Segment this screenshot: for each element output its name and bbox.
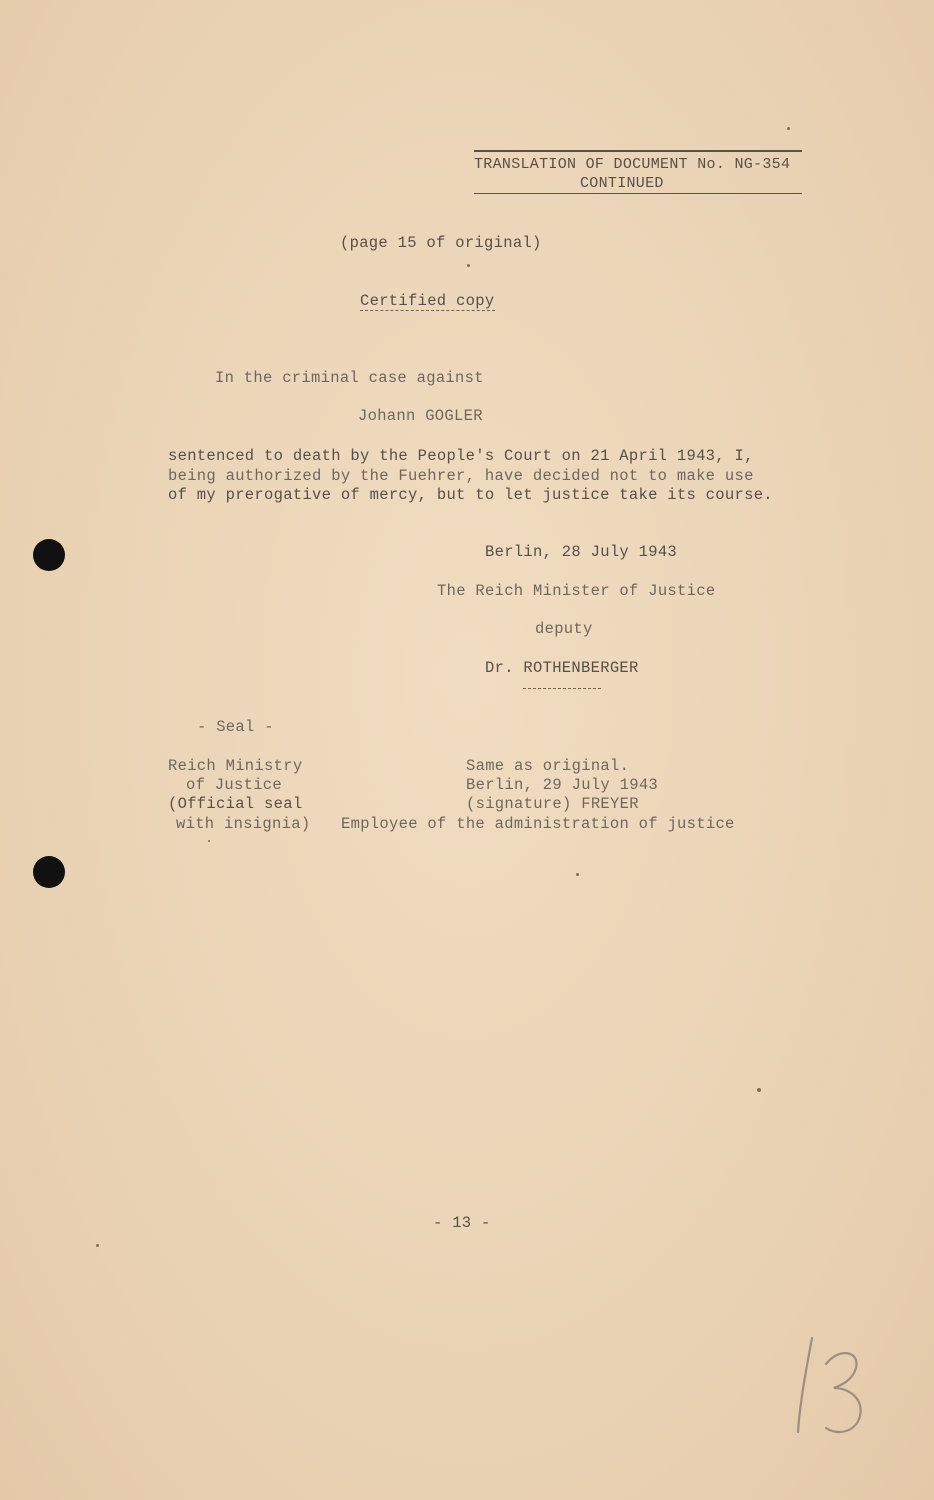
certification-line-3: (signature) FREYER — [466, 795, 639, 813]
page-reference: (page 15 of original) — [340, 234, 542, 252]
decision-line-2: being authorized by the Fuehrer, have decided not to make use — [168, 467, 754, 485]
page-number: - 13 - — [433, 1214, 491, 1232]
paper-speck — [208, 840, 210, 842]
case-intro: In the criminal case against — [215, 369, 484, 387]
header-top-rule — [474, 150, 802, 152]
decision-line-3: of my prerogative of mercy, but to let justice take its course. — [168, 486, 773, 504]
signoff-name-underline — [523, 688, 601, 689]
certification-line-2: Berlin, 29 July 1943 — [466, 776, 659, 794]
seal-line-1: Reich Ministry — [168, 757, 303, 775]
handwritten-page-number — [790, 1330, 870, 1440]
seal-line-4: with insignia) — [176, 815, 311, 833]
paper-speck — [96, 1244, 99, 1247]
seal-line-3: (Official seal — [168, 795, 303, 813]
binder-hole-top — [33, 539, 65, 571]
defendant-name: Johann GOGLER — [358, 407, 483, 425]
certification-line-1: Same as original. — [466, 757, 630, 775]
seal-label: - Seal - — [197, 718, 274, 736]
certified-copy-heading: Certified copy — [360, 292, 495, 310]
header-continued: CONTINUED — [580, 175, 664, 192]
binder-hole-bottom — [33, 856, 65, 888]
paper-speck — [467, 264, 470, 267]
paper-speck — [757, 1088, 761, 1092]
certified-copy-underline — [360, 310, 495, 311]
seal-line-2: of Justice — [186, 776, 283, 794]
header-title: TRANSLATION OF DOCUMENT No. NG-354 — [474, 156, 791, 173]
header-bottom-rule — [474, 193, 802, 194]
signoff-role: deputy — [535, 620, 593, 638]
signoff-name: Dr. ROTHENBERGER — [485, 659, 639, 677]
certification-line-4: Employee of the administration of justice — [341, 815, 735, 833]
signoff-place-date: Berlin, 28 July 1943 — [485, 543, 678, 561]
paper-speck — [787, 127, 790, 130]
paper-speck — [576, 873, 579, 876]
signoff-title: The Reich Minister of Justice — [437, 582, 716, 600]
decision-line-1: sentenced to death by the People's Court on 21 April 1943, I, — [168, 447, 754, 465]
